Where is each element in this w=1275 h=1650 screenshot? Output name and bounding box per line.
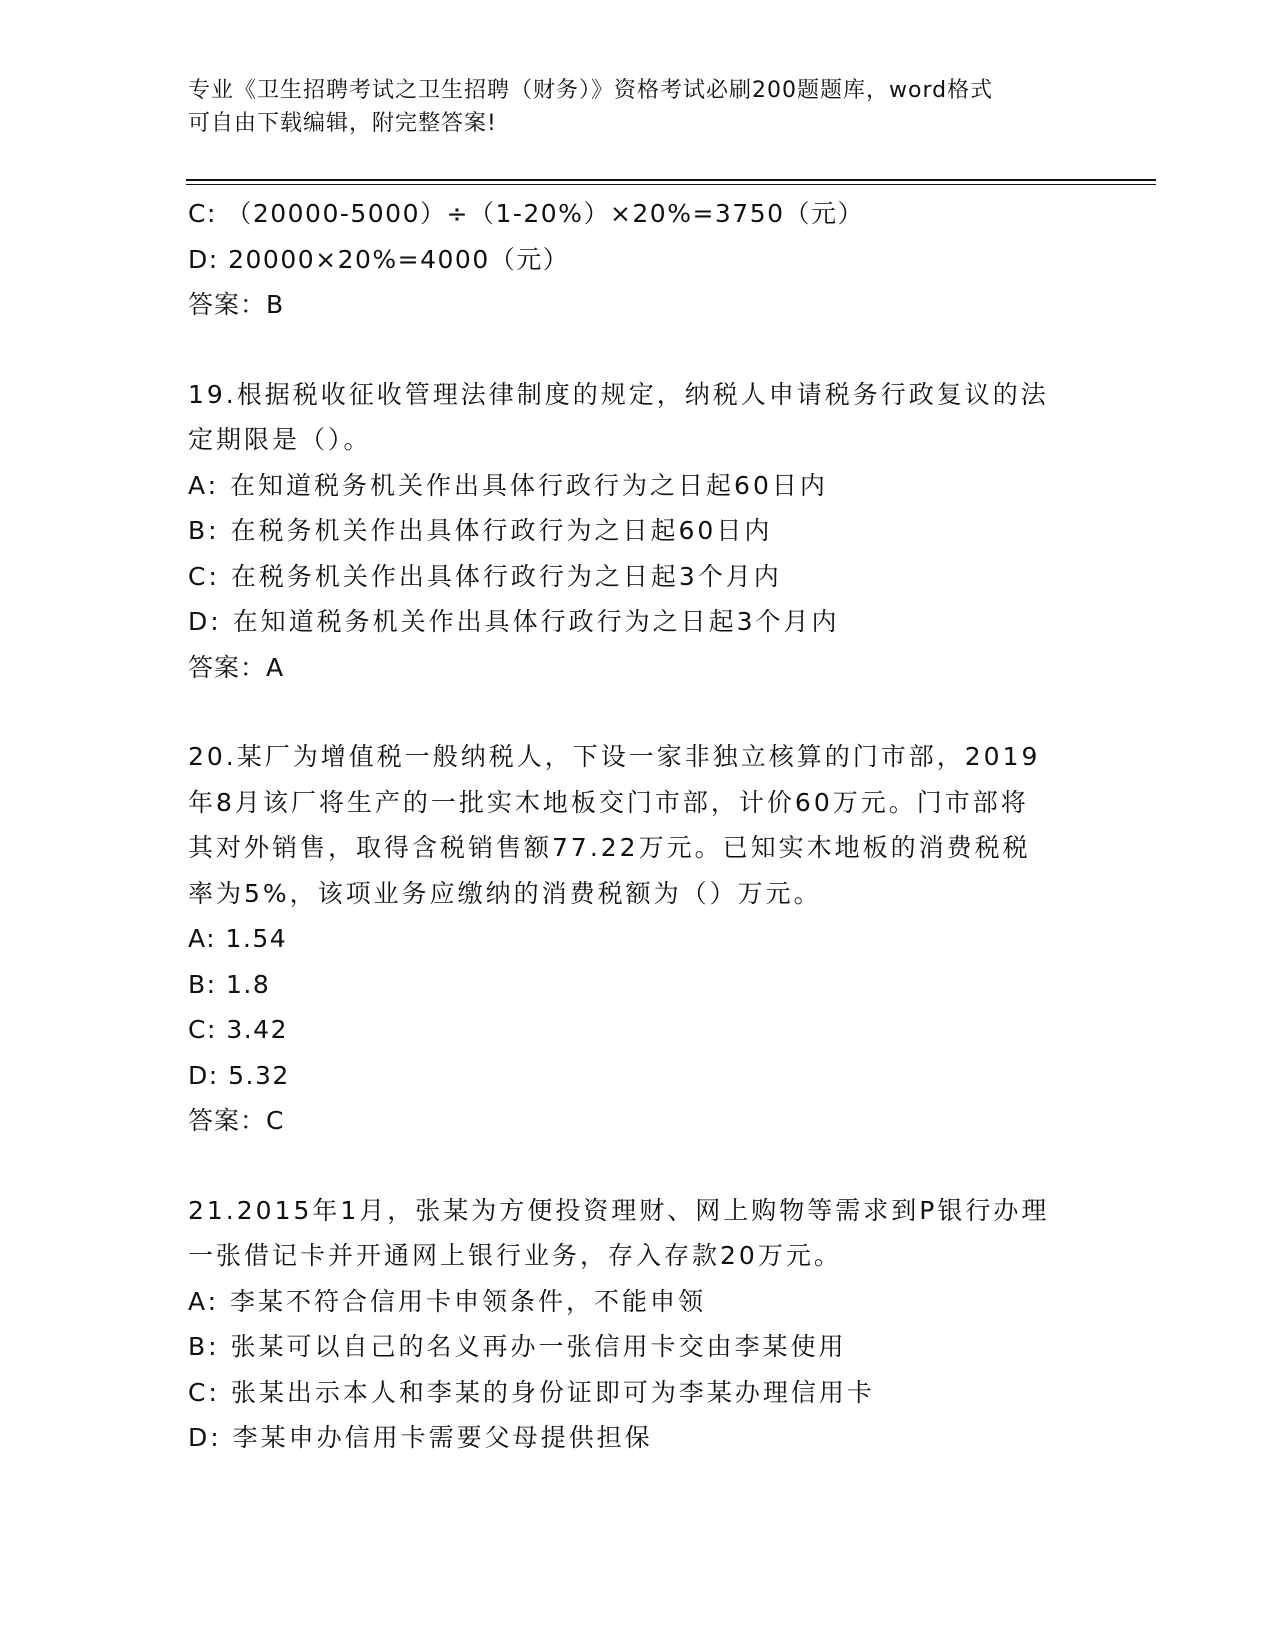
header-title-line-1: 专业《卫生招聘考试之卫生招聘（财务）》资格考试必刷200题题库，word格式 bbox=[188, 78, 994, 103]
answer-label: 答案：B bbox=[188, 290, 285, 319]
option-b: B: 在税务机关作出具体行政行为之日起60日内 bbox=[188, 516, 773, 545]
option-a: A: 李某不符合信用卡申领条件，不能申领 bbox=[188, 1286, 707, 1316]
option-d: D: 在知道税务机关作出具体行政行为之日起3个月内 bbox=[188, 607, 840, 636]
option-a: A: 1.54 bbox=[188, 924, 288, 953]
option-b: B: 张某可以自己的名义再办一张信用卡交由李某使用 bbox=[188, 1332, 847, 1361]
option-c: C: 3.42 bbox=[188, 1015, 288, 1044]
question-stem-line: 定期限是（）。 bbox=[188, 425, 372, 454]
option-d: D: 李某申办信用卡需要父母提供担保 bbox=[188, 1423, 653, 1452]
question-stem-line: 率为5%，该项业务应缴纳的消费税额为（）万元。 bbox=[188, 878, 822, 908]
question-stem-line: 21.2015年1月，张某为方便投资理财、网上购物等需求到P银行办理 bbox=[188, 1195, 1050, 1225]
option-c: C: 在税务机关作出具体行政行为之日起3个月内 bbox=[188, 561, 782, 591]
header-title-line-2: 可自由下载编辑，附完整答案! bbox=[188, 111, 497, 136]
answer-label: 答案：C bbox=[188, 1106, 285, 1135]
question-21 bbox=[188, 1188, 1088, 1461]
question-content bbox=[188, 191, 1088, 1461]
question-20 bbox=[188, 734, 1088, 1144]
option-c: C: （20000-5000）÷（1-20%）×20%=3750（元） bbox=[188, 199, 865, 228]
header-divider-thick bbox=[186, 179, 1156, 181]
document-header bbox=[188, 74, 1068, 140]
option-d: D: 5.32 bbox=[188, 1060, 290, 1090]
option-b: B: 1.8 bbox=[188, 969, 271, 999]
option-c: C: 张某出示本人和李某的身份证即可为李某办理信用卡 bbox=[188, 1377, 875, 1407]
header-divider-thin bbox=[186, 184, 1156, 185]
option-d: D: 20000×20%=4000（元） bbox=[188, 244, 570, 274]
question-19 bbox=[188, 372, 1088, 691]
question-stem-line: 其对外销售，取得含税销售额77.22万元。已知实木地板的消费税税 bbox=[188, 833, 1031, 862]
question-stem-line: 19.根据税收征收管理法律制度的规定，纳税人申请税务行政复议的法 bbox=[188, 379, 1049, 409]
option-a: A: 在知道税务机关作出具体行政行为之日起60日内 bbox=[188, 470, 828, 500]
question-stem-line: 年8月该厂将生产的一批实木地板交门市部，计价60万元。门市部将 bbox=[188, 787, 1029, 817]
question-18-continuation bbox=[188, 191, 1088, 328]
answer-label: 答案：A bbox=[188, 652, 285, 682]
question-stem-line: 一张借记卡并开通网上银行业务，存入存款20万元。 bbox=[188, 1241, 842, 1270]
question-stem-line: 20.某厂为增值税一般纳税人，下设一家非独立核算的门市部，2019 bbox=[188, 742, 1041, 771]
